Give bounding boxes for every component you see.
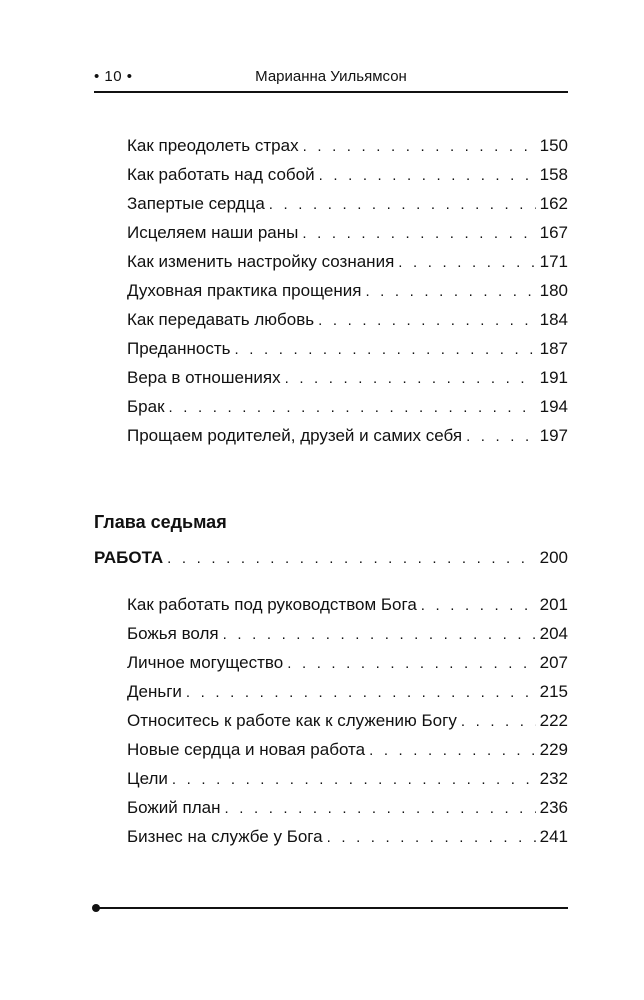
- toc-leader: [172, 765, 536, 794]
- toc-entry-page: 158: [539, 165, 568, 184]
- toc-chapter-page: 200: [539, 548, 568, 567]
- toc-entry[interactable]: [127, 735, 568, 764]
- toc-entry[interactable]: [127, 590, 568, 619]
- toc-entry[interactable]: [127, 334, 568, 363]
- toc-leader: [365, 277, 535, 306]
- toc-entry-page: 232: [539, 769, 568, 788]
- toc-entry[interactable]: [127, 793, 568, 822]
- toc-entry-page: 184: [539, 310, 568, 329]
- header-rule: [94, 91, 568, 93]
- toc-entry-title: Личное могущество: [127, 653, 284, 672]
- toc-entry-page: 162: [539, 194, 568, 213]
- toc-leader: [398, 248, 535, 277]
- toc-entry-page: 204: [539, 624, 568, 643]
- toc-entry[interactable]: [127, 276, 568, 305]
- toc-entry[interactable]: [127, 160, 568, 189]
- toc-entry-title: Бизнес на службе у Бога: [127, 827, 323, 846]
- toc-entry[interactable]: [127, 764, 568, 793]
- toc-entry-page: 236: [539, 798, 568, 817]
- toc-entry[interactable]: [127, 218, 568, 247]
- toc-entry-title: Новые сердца и новая работа: [127, 740, 366, 759]
- toc-entry-title: Божья воля: [127, 624, 219, 643]
- toc-leader: [186, 678, 536, 707]
- toc-entry-page: 191: [539, 368, 568, 387]
- toc-entry-title: Деньги: [127, 682, 182, 701]
- toc-entry-page: 180: [539, 281, 568, 300]
- toc-entry-page: 207: [539, 653, 568, 672]
- toc-entry[interactable]: [127, 677, 568, 706]
- toc-entry[interactable]: [127, 189, 568, 218]
- toc-chapter-main: [0, 543, 644, 572]
- toc-leader: [303, 132, 536, 161]
- footer-rule: [98, 907, 568, 909]
- toc-entry[interactable]: [127, 131, 568, 160]
- toc-leader: [285, 364, 536, 393]
- toc-leader: [327, 823, 536, 852]
- toc-entry[interactable]: [127, 822, 568, 851]
- toc-leader: [224, 794, 535, 823]
- toc-entry-title: Цели: [127, 769, 168, 788]
- toc-leader: [319, 161, 536, 190]
- toc-leader: [269, 190, 536, 219]
- toc-entry-title: Вера в отношениях: [127, 368, 281, 387]
- toc-leader: [223, 620, 536, 649]
- toc-entry[interactable]: [127, 247, 568, 276]
- toc-leader: [421, 591, 536, 620]
- toc-entry-page: 201: [539, 595, 568, 614]
- toc-entry-page: 171: [539, 252, 568, 271]
- toc-chapter-entry[interactable]: [94, 543, 568, 572]
- toc-section-two: [0, 590, 644, 851]
- chapter-heading: Глава седьмая: [94, 512, 227, 532]
- toc-entry-title: Как преодолеть страх: [127, 136, 299, 155]
- toc-entry-title: Относитесь к работе как к служению Богу: [127, 711, 457, 730]
- toc-entry-page: 222: [539, 711, 568, 730]
- toc-entry-page: 187: [539, 339, 568, 358]
- toc-leader: [235, 335, 536, 364]
- toc-entry-page: 197: [539, 426, 568, 445]
- toc-chapter-title: РАБОТА: [94, 548, 164, 567]
- running-header-author: Марианна Уильямсон: [255, 68, 407, 85]
- toc-leader: [287, 649, 535, 678]
- toc-entry-title: Исцеляем наши раны: [127, 223, 299, 242]
- toc-entry-title: Божий план: [127, 798, 221, 817]
- page-number: • 10 •: [94, 68, 133, 85]
- toc-leader: [466, 422, 536, 451]
- toc-entry[interactable]: [127, 619, 568, 648]
- toc-entry-page: 215: [539, 682, 568, 701]
- toc-leader: [369, 736, 536, 765]
- toc-entry-page: 194: [539, 397, 568, 416]
- toc-entry-title: Как работать под руководством Бога: [127, 595, 417, 614]
- toc-entry[interactable]: [127, 648, 568, 677]
- toc-section-one: [0, 131, 644, 450]
- toc-entry[interactable]: [127, 706, 568, 735]
- toc-entry-title: Запертые сердца: [127, 194, 265, 213]
- toc-entry[interactable]: [127, 392, 568, 421]
- toc-entry-title: Преданность: [127, 339, 231, 358]
- toc-entry-title: Как изменить настройку сознания: [127, 252, 395, 271]
- toc-leader: [318, 306, 536, 335]
- toc-entry[interactable]: [127, 305, 568, 334]
- toc-entry-page: 150: [539, 136, 568, 155]
- toc-leader: [302, 219, 535, 248]
- toc-entry-title: Как передавать любовь: [127, 310, 315, 329]
- toc-leader: [461, 707, 536, 736]
- toc-leader: [169, 393, 536, 422]
- toc-entry-title: Как работать над собой: [127, 165, 315, 184]
- toc-entry-page: 229: [539, 740, 568, 759]
- toc-entry-title: Брак: [127, 397, 165, 416]
- toc-entry-title: Духовная практика прощения: [127, 281, 362, 300]
- toc-entry[interactable]: [127, 421, 568, 450]
- running-header: [94, 64, 568, 88]
- toc-entry-page: 241: [539, 827, 568, 846]
- toc-entry[interactable]: [127, 363, 568, 392]
- toc-leader: [167, 544, 535, 573]
- toc-entry-title: Прощаем родителей, друзей и самих себя: [127, 426, 463, 445]
- toc-entry-page: 167: [539, 223, 568, 242]
